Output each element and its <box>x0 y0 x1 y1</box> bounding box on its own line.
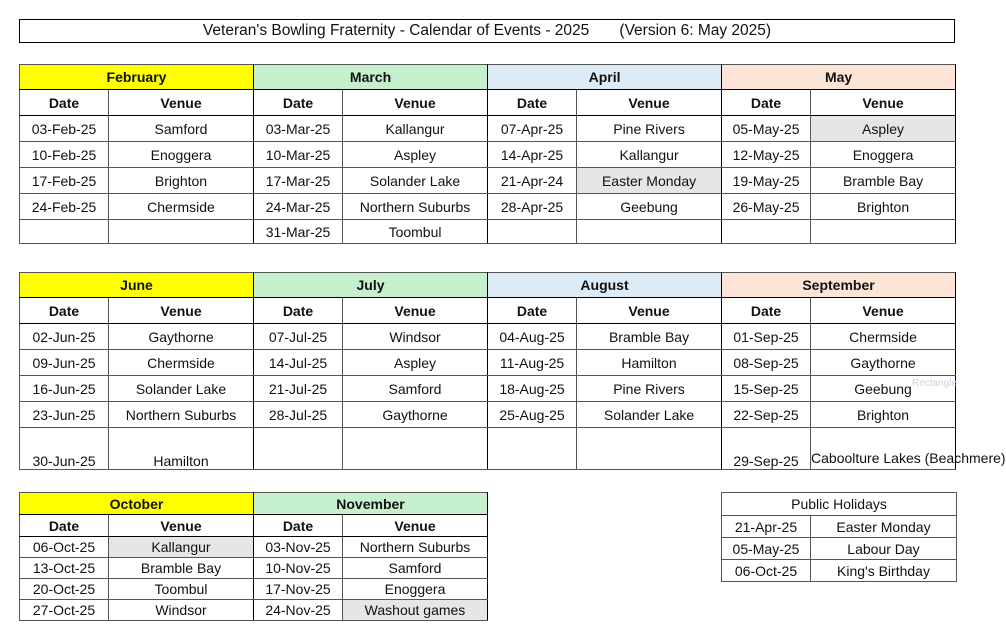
public-holiday-row <box>722 538 957 560</box>
venue-column-header: Venue <box>577 90 722 116</box>
event-date: 23-Jun-25 <box>20 402 109 428</box>
month-header-april: April <box>488 65 722 90</box>
date-column-header: Date <box>254 298 343 324</box>
venue-column-header: Venue <box>343 298 488 324</box>
month-header-september: September <box>722 273 956 298</box>
event-venue: Kallangur <box>577 142 722 168</box>
event-date: 03-Mar-25 <box>254 116 343 142</box>
event-venue: Brighton <box>109 168 254 194</box>
holiday-date: 21-Apr-25 <box>722 516 811 538</box>
event-venue: Enoggera <box>109 142 254 168</box>
month-header-october: October <box>20 493 254 515</box>
event-venue: Washout games <box>343 600 488 621</box>
public-holiday-row <box>722 560 957 582</box>
date-column-header: Date <box>20 90 109 116</box>
event-date: 02-Jun-25 <box>20 324 109 350</box>
event-venue: Enoggera <box>811 142 956 168</box>
event-date: 28-Jul-25 <box>254 402 343 428</box>
table-row <box>20 558 488 579</box>
table-row <box>20 168 956 194</box>
event-venue: Kallangur <box>109 537 254 558</box>
table-row <box>20 350 956 376</box>
event-venue: Solander Lake <box>343 168 488 194</box>
date-column-header: Date <box>488 298 577 324</box>
event-date: 06-Oct-25 <box>20 537 109 558</box>
event-venue: Geebung <box>577 194 722 220</box>
date-column-header: Date <box>254 515 343 537</box>
event-venue: Aspley <box>343 142 488 168</box>
date-column-header: Date <box>722 298 811 324</box>
event-date: 03-Feb-25 <box>20 116 109 142</box>
event-date: 30-Jun-25 <box>20 428 109 470</box>
event-date: 17-Mar-25 <box>254 168 343 194</box>
event-venue: Caboolture Lakes (Beachmere) <box>811 428 956 470</box>
event-venue: Aspley <box>343 350 488 376</box>
event-date: 17-Nov-25 <box>254 579 343 600</box>
event-venue: Enoggera <box>343 579 488 600</box>
table-row <box>20 220 956 244</box>
event-venue: Northern Suburbs <box>109 402 254 428</box>
venue-column-header: Venue <box>343 515 488 537</box>
event-venue: Gaythorne <box>811 350 956 376</box>
event-date: 14-Apr-25 <box>488 142 577 168</box>
event-venue: Toombul <box>343 220 488 244</box>
event-date: 17-Feb-25 <box>20 168 109 194</box>
event-venue: Pine Rivers <box>577 376 722 402</box>
event-venue: Gaythorne <box>109 324 254 350</box>
holiday-name: Easter Monday <box>811 516 957 538</box>
event-date: 16-Jun-25 <box>20 376 109 402</box>
event-venue: Toombul <box>109 579 254 600</box>
venue-column-header: Venue <box>811 90 956 116</box>
venue-column-header: Venue <box>109 298 254 324</box>
venue-column-header: Venue <box>343 90 488 116</box>
event-date: 21-Jul-25 <box>254 376 343 402</box>
event-date: 24-Nov-25 <box>254 600 343 621</box>
table-row <box>20 537 488 558</box>
event-date: 29-Sep-25 <box>722 428 811 470</box>
event-date: 10-Mar-25 <box>254 142 343 168</box>
month-header-july: July <box>254 273 488 298</box>
event-venue: Brighton <box>811 402 956 428</box>
month-header-may: May <box>722 65 956 90</box>
event-date: 27-Oct-25 <box>20 600 109 621</box>
table-row <box>20 428 956 470</box>
event-venue: Solander Lake <box>577 402 722 428</box>
event-venue <box>343 428 488 470</box>
month-header-june: June <box>20 273 254 298</box>
event-date: 24-Mar-25 <box>254 194 343 220</box>
holiday-date: 05-May-25 <box>722 538 811 560</box>
event-venue: Brighton <box>811 194 956 220</box>
event-date: 14-Jul-25 <box>254 350 343 376</box>
holiday-name: Labour Day <box>811 538 957 560</box>
event-venue: Hamilton <box>577 350 722 376</box>
table-row <box>20 142 956 168</box>
month-header-november: November <box>254 493 488 515</box>
event-date <box>488 428 577 470</box>
calendar-block-oct-nov <box>19 492 488 621</box>
table-row <box>20 600 488 621</box>
date-column-header: Date <box>20 515 109 537</box>
table-row <box>20 324 956 350</box>
event-date <box>488 220 577 244</box>
event-venue: Samford <box>343 376 488 402</box>
event-venue: Chermside <box>811 324 956 350</box>
event-venue: Samford <box>109 116 254 142</box>
table-row <box>20 116 956 142</box>
event-date: 10-Feb-25 <box>20 142 109 168</box>
event-venue: Geebung <box>811 376 956 402</box>
event-date: 07-Jul-25 <box>254 324 343 350</box>
public-holiday-row <box>722 516 957 538</box>
event-date: 25-Aug-25 <box>488 402 577 428</box>
event-date: 19-May-25 <box>722 168 811 194</box>
event-date: 22-Sep-25 <box>722 402 811 428</box>
event-date: 10-Nov-25 <box>254 558 343 579</box>
event-date <box>722 220 811 244</box>
event-date: 26-May-25 <box>722 194 811 220</box>
page-title: Veteran's Bowling Fraternity - Calendar of Events - 2025 (Version 6: May 2025) <box>19 19 955 43</box>
public-holidays-title: Public Holidays <box>722 493 957 516</box>
event-venue: Northern Suburbs <box>343 537 488 558</box>
event-date: 18-Aug-25 <box>488 376 577 402</box>
event-date: 20-Oct-25 <box>20 579 109 600</box>
event-venue: Bramble Bay <box>577 324 722 350</box>
month-header-march: March <box>254 65 488 90</box>
holiday-date: 06-Oct-25 <box>722 560 811 582</box>
month-header-august: August <box>488 273 722 298</box>
event-venue: Hamilton <box>109 428 254 470</box>
event-venue: Gaythorne <box>343 402 488 428</box>
event-venue: Chermside <box>109 350 254 376</box>
event-venue: Easter Monday <box>577 168 722 194</box>
event-date: 28-Apr-25 <box>488 194 577 220</box>
event-date: 13-Oct-25 <box>20 558 109 579</box>
event-date: 12-May-25 <box>722 142 811 168</box>
event-venue: Bramble Bay <box>811 168 956 194</box>
event-venue: Chermside <box>109 194 254 220</box>
event-venue: Kallangur <box>343 116 488 142</box>
event-date: 21-Apr-24 <box>488 168 577 194</box>
event-venue <box>811 220 956 244</box>
event-venue: Samford <box>343 558 488 579</box>
table-row <box>20 194 956 220</box>
event-venue: Pine Rivers <box>577 116 722 142</box>
faint-shape-label: Rectangle <box>912 378 958 389</box>
table-row <box>20 579 488 600</box>
public-holidays-table <box>721 492 957 582</box>
event-date: 15-Sep-25 <box>722 376 811 402</box>
event-date: 04-Aug-25 <box>488 324 577 350</box>
event-venue <box>109 220 254 244</box>
event-venue: Windsor <box>343 324 488 350</box>
event-date: 24-Feb-25 <box>20 194 109 220</box>
event-venue <box>577 428 722 470</box>
event-date: 07-Apr-25 <box>488 116 577 142</box>
event-date: 09-Jun-25 <box>20 350 109 376</box>
event-venue: Windsor <box>109 600 254 621</box>
calendar-block-jun-sep <box>19 272 1006 470</box>
venue-column-header: Venue <box>577 298 722 324</box>
event-date: 05-May-25 <box>722 116 811 142</box>
calendar-block-feb-may <box>19 64 956 244</box>
date-column-header: Date <box>722 90 811 116</box>
venue-column-header: Venue <box>811 298 956 324</box>
table-row <box>20 376 956 402</box>
venue-column-header: Venue <box>109 515 254 537</box>
event-venue <box>577 220 722 244</box>
event-date: 01-Sep-25 <box>722 324 811 350</box>
event-date <box>20 220 109 244</box>
month-header-february: February <box>20 65 254 90</box>
date-column-header: Date <box>20 298 109 324</box>
event-date: 03-Nov-25 <box>254 537 343 558</box>
event-date: 11-Aug-25 <box>488 350 577 376</box>
event-venue: Bramble Bay <box>109 558 254 579</box>
table-row <box>20 402 956 428</box>
date-column-header: Date <box>254 90 343 116</box>
venue-column-header: Venue <box>109 90 254 116</box>
event-venue: Aspley <box>811 116 956 142</box>
event-date: 31-Mar-25 <box>254 220 343 244</box>
event-date <box>254 428 343 470</box>
holiday-name: King's Birthday <box>811 560 957 582</box>
event-venue: Solander Lake <box>109 376 254 402</box>
date-column-header: Date <box>488 90 577 116</box>
event-venue: Northern Suburbs <box>343 194 488 220</box>
event-date: 08-Sep-25 <box>722 350 811 376</box>
